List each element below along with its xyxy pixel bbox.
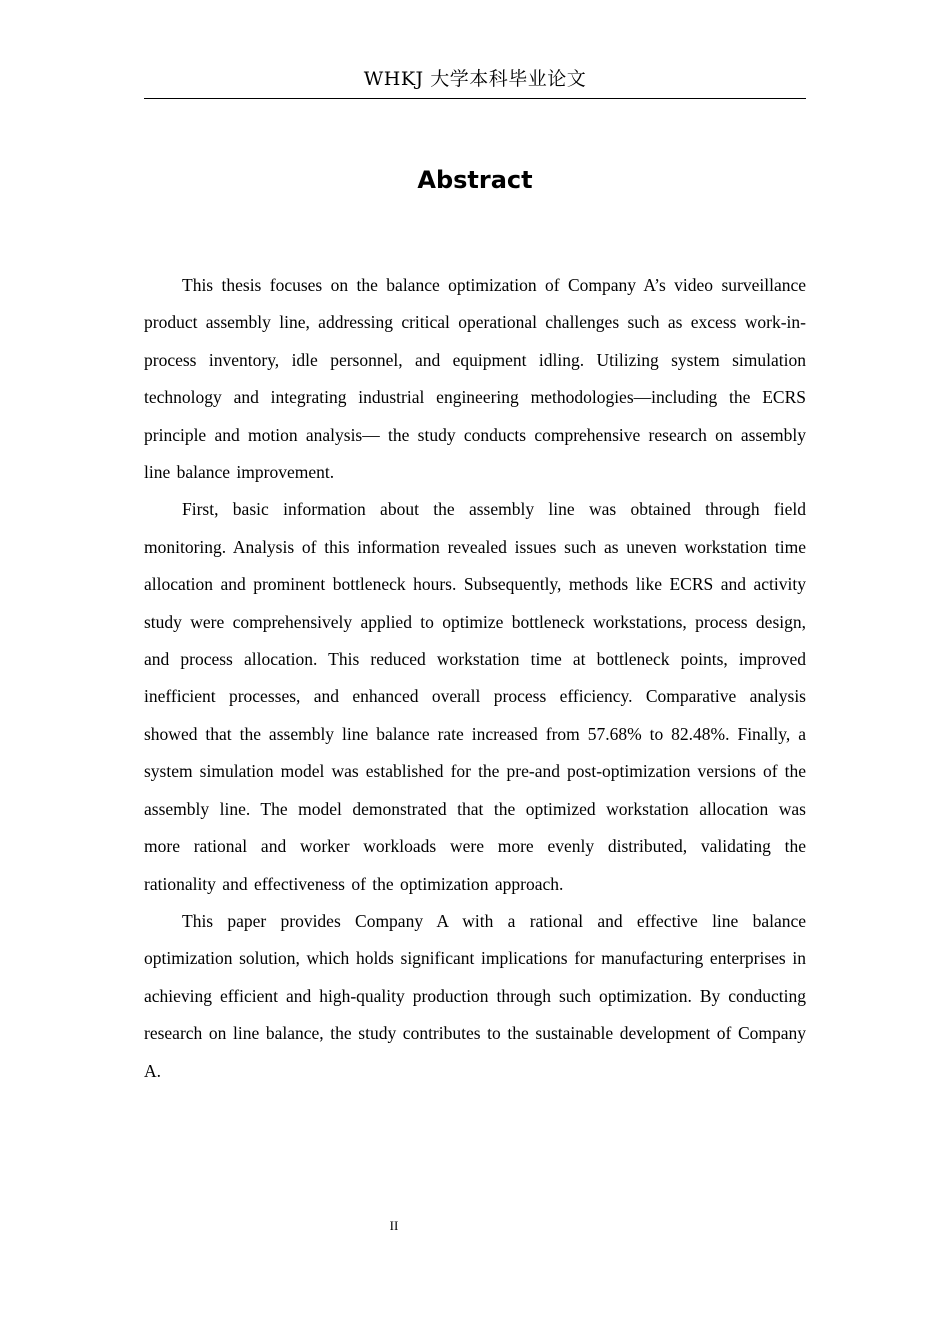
abstract-paragraph-1: This thesis focuses on the balance optimization of Company A’s video surveillance product assembly line, addressing critical operational challenges such as excess work-in-process inventory, idle personnel, and equipment idling. Utilizing system simulation technology and integrating industrial engineering methodologies—including the ECRS principle and motion analysis— the study conducts comprehensive research on assembly line balance improvement. — [144, 275, 806, 483]
abstract-paragraph-3: This paper provides Company A with a rational and effective line balance optimization solution, which holds significant implications for manufacturing enterprises in achieving efficient and high-quality production through such optimization. By conducting research on line balance, the study contributes to the sustainable development of Company A. — [144, 910, 806, 1081]
running-header: WHKJ 大学本科毕业论文 — [363, 68, 587, 90]
page-number: II — [389, 1218, 399, 1233]
abstract-body — [144, 267, 806, 1090]
abstract-paragraph-2: First, basic information about the assembly line was obtained through field monitoring. Analysis of this information revealed issues such as uneven workstation time allocation and prominent bottleneck hours. Subsequently, methods like ECRS and activity study were comprehensively applied to optimize bottleneck workstations, process design, and process allocation. This reduced workstation time at bottleneck points, improved inefficient processes, and enhanced overall process efficiency. Comparative analysis showed that the assembly line balance rate increased from 57.68% to 82.48%. Finally, a system simulation model was established for the pre-and post-optimization versions of the assembly line. The model demonstrated that the optimized workstation allocation was more rational and worker workloads were more evenly distributed, validating the rationality and effectiveness of the optimization approach. — [144, 499, 806, 894]
abstract-title: Abstract — [417, 166, 533, 194]
header-divider — [144, 98, 806, 99]
